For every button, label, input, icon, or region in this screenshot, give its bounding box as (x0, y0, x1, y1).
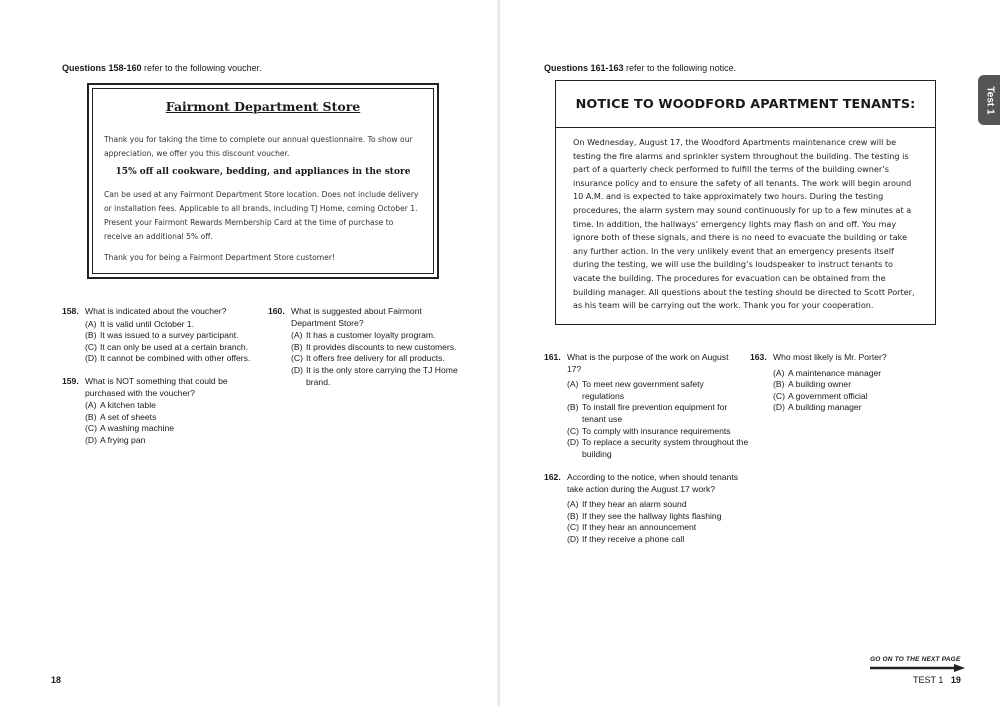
question-163 (750, 352, 930, 414)
question-stem: What is indicated about the voucher? (85, 306, 227, 316)
answer-option[interactable]: (A) A maintenance manager (773, 367, 882, 378)
answer-option[interactable]: (A) A kitchen table (85, 400, 156, 411)
answer-option[interactable]: (D) It is the only store carrying the TJ Home brand. (291, 364, 458, 387)
questions-intro-158-160: Questions 158-160 refer to the following voucher. (62, 63, 262, 73)
page-number-left: 18 (51, 675, 62, 685)
answer-option[interactable]: (A) It has a customer loyalty program. (291, 330, 436, 341)
question-number: 162. (544, 472, 561, 482)
question-stem: What is NOT something that could be purchased with the voucher? (85, 376, 228, 398)
answer-option[interactable]: (B) A building owner (773, 379, 852, 390)
question-158 (62, 306, 262, 365)
question-160 (268, 306, 468, 388)
answer-option[interactable]: (A) To meet new government safety regulations (567, 379, 704, 401)
arrow-right-icon (870, 664, 965, 672)
answer-option[interactable]: (D) A building manager (773, 402, 862, 413)
go-on-label: GO ON TO THE NEXT PAGE (870, 656, 961, 663)
voucher-paragraph-3: Thank you for being a Fairmont Department Store customer! (104, 253, 335, 262)
answer-option[interactable]: (D) If they receive a phone call (567, 533, 685, 544)
question-161 (544, 352, 749, 460)
question-stem: What is suggested about Fairmont Department Store? (291, 306, 422, 328)
answer-option[interactable]: (B) A set of sheets (85, 411, 157, 422)
question-number: 159. (62, 376, 79, 386)
answer-option[interactable]: (C) A government official (773, 390, 868, 401)
question-159 (62, 376, 252, 447)
answer-option[interactable]: (B) If they see the hallway lights flashing (567, 510, 722, 521)
answer-option[interactable]: (D) To replace a security system throughout the building (567, 437, 749, 459)
voucher-paragraph-1: Thank you for taking the time to complete our annual questionnaire. To show our appreciation, we offer you this discount voucher. (104, 135, 413, 158)
answer-option[interactable]: (B) It was issued to a survey participant. (85, 330, 239, 341)
section-tab-label: Test 1 (984, 85, 996, 115)
answer-option[interactable]: (A) It is valid until October 1. (85, 318, 195, 329)
question-stem: What is the purpose of the work on August 17? (567, 352, 729, 374)
answer-option[interactable]: (D) A frying pan (85, 434, 146, 445)
answer-option[interactable]: (A) If they hear an alarm sound (567, 499, 687, 510)
notice-title: NOTICE TO WOODFORD APARTMENT TENANTS: (556, 81, 935, 128)
question-number: 160. (268, 306, 285, 316)
answer-option[interactable]: (C) If they hear an announcement (567, 522, 697, 533)
notice (555, 80, 936, 325)
voucher-title: Fairmont Department Store (165, 99, 361, 114)
page-number-right: 19 (950, 675, 961, 685)
answer-option[interactable]: (B) To install fire prevention equipment for tenant use (567, 402, 728, 424)
answer-option[interactable]: (C) It can only be used at a certain branch. (85, 341, 249, 352)
answer-option[interactable]: (B) It provides discounts to new customers. (291, 341, 457, 352)
notice-body: On Wednesday, August 17, the Woodford Apartments maintenance crew will be testing the fire alarms and sprinkler system throughout the building. The testing is part of a quarterly check performed to fulfill the terms of the building owner’s insurance policy and to ensure the safety of all tenants. The work will begin around 10 A.M. and is expected to take approximately two hours. During the testing procedures, the alarm system may sound continuously for up to a few minutes at a time. In addition, the hallways’ emergency lights may flash on and off. You may ignore both of these signals, and there is no need to evacuate the building or take any further action. In the very unlikely event that an emergency presents itself during the testing, we will use the building’s loudspeaker to instruct tenants to vacate the building. The procedures for evacuation can be obtained from the building manager. All questions about the testing should be directed to Scott Porter, as his team will be carrying out the work. Thank you for your cooperation. (573, 137, 915, 311)
question-number: 161. (544, 352, 561, 362)
answer-option[interactable]: (C) To comply with insurance requirements (567, 425, 731, 436)
footer-test-label: TEST 1 19 (913, 675, 961, 685)
question-number: 158. (62, 306, 79, 316)
question-stem: Who most likely is Mr. Porter? (773, 352, 887, 362)
question-162 (544, 472, 744, 546)
questions-intro-161-163: Questions 161-163 refer to the following notice. (544, 63, 737, 73)
section-tab[interactable] (978, 75, 1000, 125)
question-number: 163. (750, 352, 767, 362)
answer-option[interactable]: (C) A washing machine (85, 423, 175, 434)
voucher-offer: 15% off all cookware, bedding, and appliances in the store (115, 167, 411, 177)
voucher-paragraph-2: Can be used at any Fairmont Department Store location. Does not include delivery or installation fees. Applicable to all brands, including TJ Home, coming October 1. Present your Fairmont Rewards Membership Card at the time of purchase to receive an additional 5% off. (104, 190, 419, 241)
question-stem: According to the notice, when should tenants take action during the August 17 work? (567, 472, 739, 494)
answer-option[interactable]: (C) It offers free delivery for all products. (291, 353, 445, 364)
answer-option[interactable]: (D) It cannot be combined with other offers. (85, 353, 251, 364)
voucher (87, 83, 439, 279)
